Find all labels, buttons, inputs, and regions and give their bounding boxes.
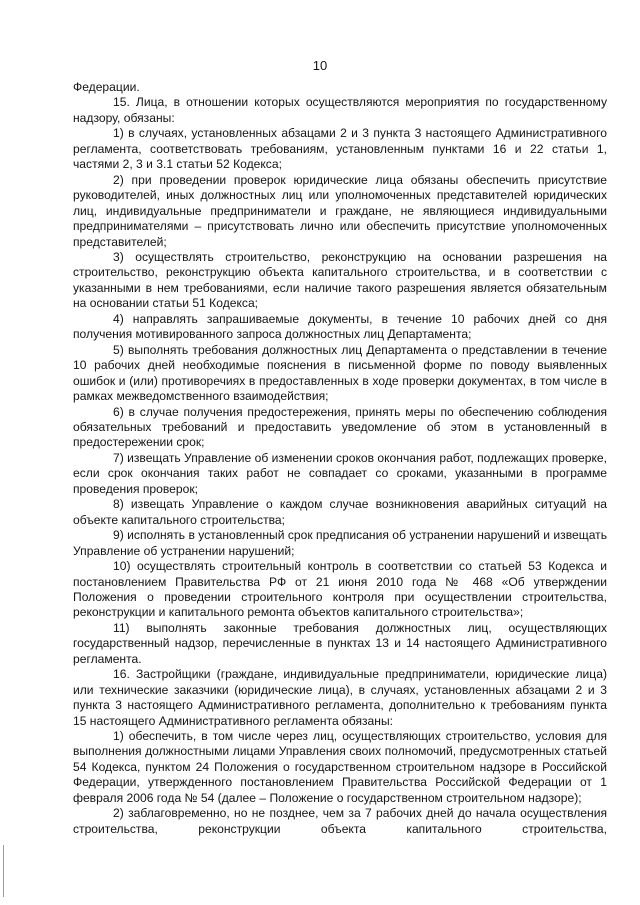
document-body: [73, 80, 607, 837]
paragraph: 4) направлять запрашиваемые документы, в течение 10 рабочих дней со дня получения мотивированного запроса должностных лиц Департамента;: [73, 311, 607, 342]
paragraph: 11) выполнять законные требования должностных лиц, осуществляющих государственный надзор, перечисленные в пунктах 13 и 14 настоящего Административного регламента.: [73, 620, 607, 666]
paragraph: 1) в случаях, установленных абзацами 2 и 3 пункта 3 настоящего Административного регламента, соответствовать требованиям, установленным пунктами 16 и 22 статьи 1, частями 2, 3 и 3.1 статьи 52 Кодекса;: [73, 126, 607, 172]
paragraph: 6) в случае получения предостережения, принять меры по обеспечению соблюдения обязательных требований и предоставить уведомление об этом в установленный в предостережении срок;: [73, 404, 607, 450]
paragraph: 3) осуществлять строительство, реконструкцию на основании разрешения на строительство, реконструкцию объекта капитального строительства, и в соответствии с указанными в нем требованиями, если наличие такого разрешения является обязательным на основании статьи 51 Кодекса;: [73, 249, 607, 311]
scan-edge-mark: [3, 845, 4, 897]
paragraph: 7) извещать Управление об изменении сроков окончания работ, подлежащих проверке, если срок окончания таких работ не совпадает со сроками, указанными в программе проведения проверок;: [73, 450, 607, 496]
paragraph: 10) осуществлять строительный контроль в соответствии со статьей 53 Кодекса и постановлением Правительства РФ от 21 июня 2010 года № 468 «Об утверждении Положения о проведении строительного контроля при осуществлении строительства, реконструкции и капитального ремонта объектов капитального строительства»;: [73, 559, 607, 620]
paragraph: 9) исполнять в установленный срок предписания об устранении нарушений и извещать Управление об устранении нарушений;: [73, 528, 607, 558]
paragraph: 8) извещать Управление о каждом случае возникновения аварийных ситуаций на объекте капитального строительства;: [73, 497, 607, 527]
paragraph: Федерации.: [73, 80, 140, 94]
paragraph: 5) выполнять требования должностных лиц Департамента о представлении в течение 10 рабочих дней необходимые пояснения в письменной форме по поводу выявленных ошибок и (или) противоречиях в предоставленных в ходе проверки документах, в том числе в рамках межведомственного взаимодействия;: [73, 342, 607, 404]
page-number: 10: [312, 58, 328, 73]
paragraph: 16. Застройщики (граждане, индивидуальные предприниматели, юридические лица) или технические заказчики (юридические лица), в случаях, установленных абзацами 2 и 3 пункта 3 настоящего Административного регламента, дополнительно к требованиям пункта 15 настоящего Административного регламента обязаны:: [73, 667, 607, 728]
paragraph: 1) обеспечить, в том числе через лиц, осуществляющих строительство, условия для выполнения должностными лицами Управления своих полномочий, предусмотренных статьей 54 Кодекса, пунктом 24 Положения о государственном строительном надзоре в Российской Федерации, утвержденного постановлением Правительства Российской Федерации от 1 февраля 2006 года № 54 (далее – Положение о государственном строительном надзоре);: [73, 729, 607, 805]
paragraph: 15. Лица, в отношении которых осуществляются мероприятия по государственному надзору, обязаны:: [73, 95, 607, 125]
paragraph: 2) при проведении проверок юридические лица обязаны обеспечить присутствие руководителей, иных должностных лиц или уполномоченных представителей юридических лиц, индивидуальные предприниматели и граждане, не являющиеся индивидуальными предпринимателями – присутствовать лично или обеспечить присутствие уполномоченных представителей;: [73, 172, 607, 249]
paragraph: 2) заблаговременно, но не позднее, чем за 7 рабочих дней до начала осуществления строительства, реконструкции объекта капитального строительства,: [73, 806, 607, 836]
